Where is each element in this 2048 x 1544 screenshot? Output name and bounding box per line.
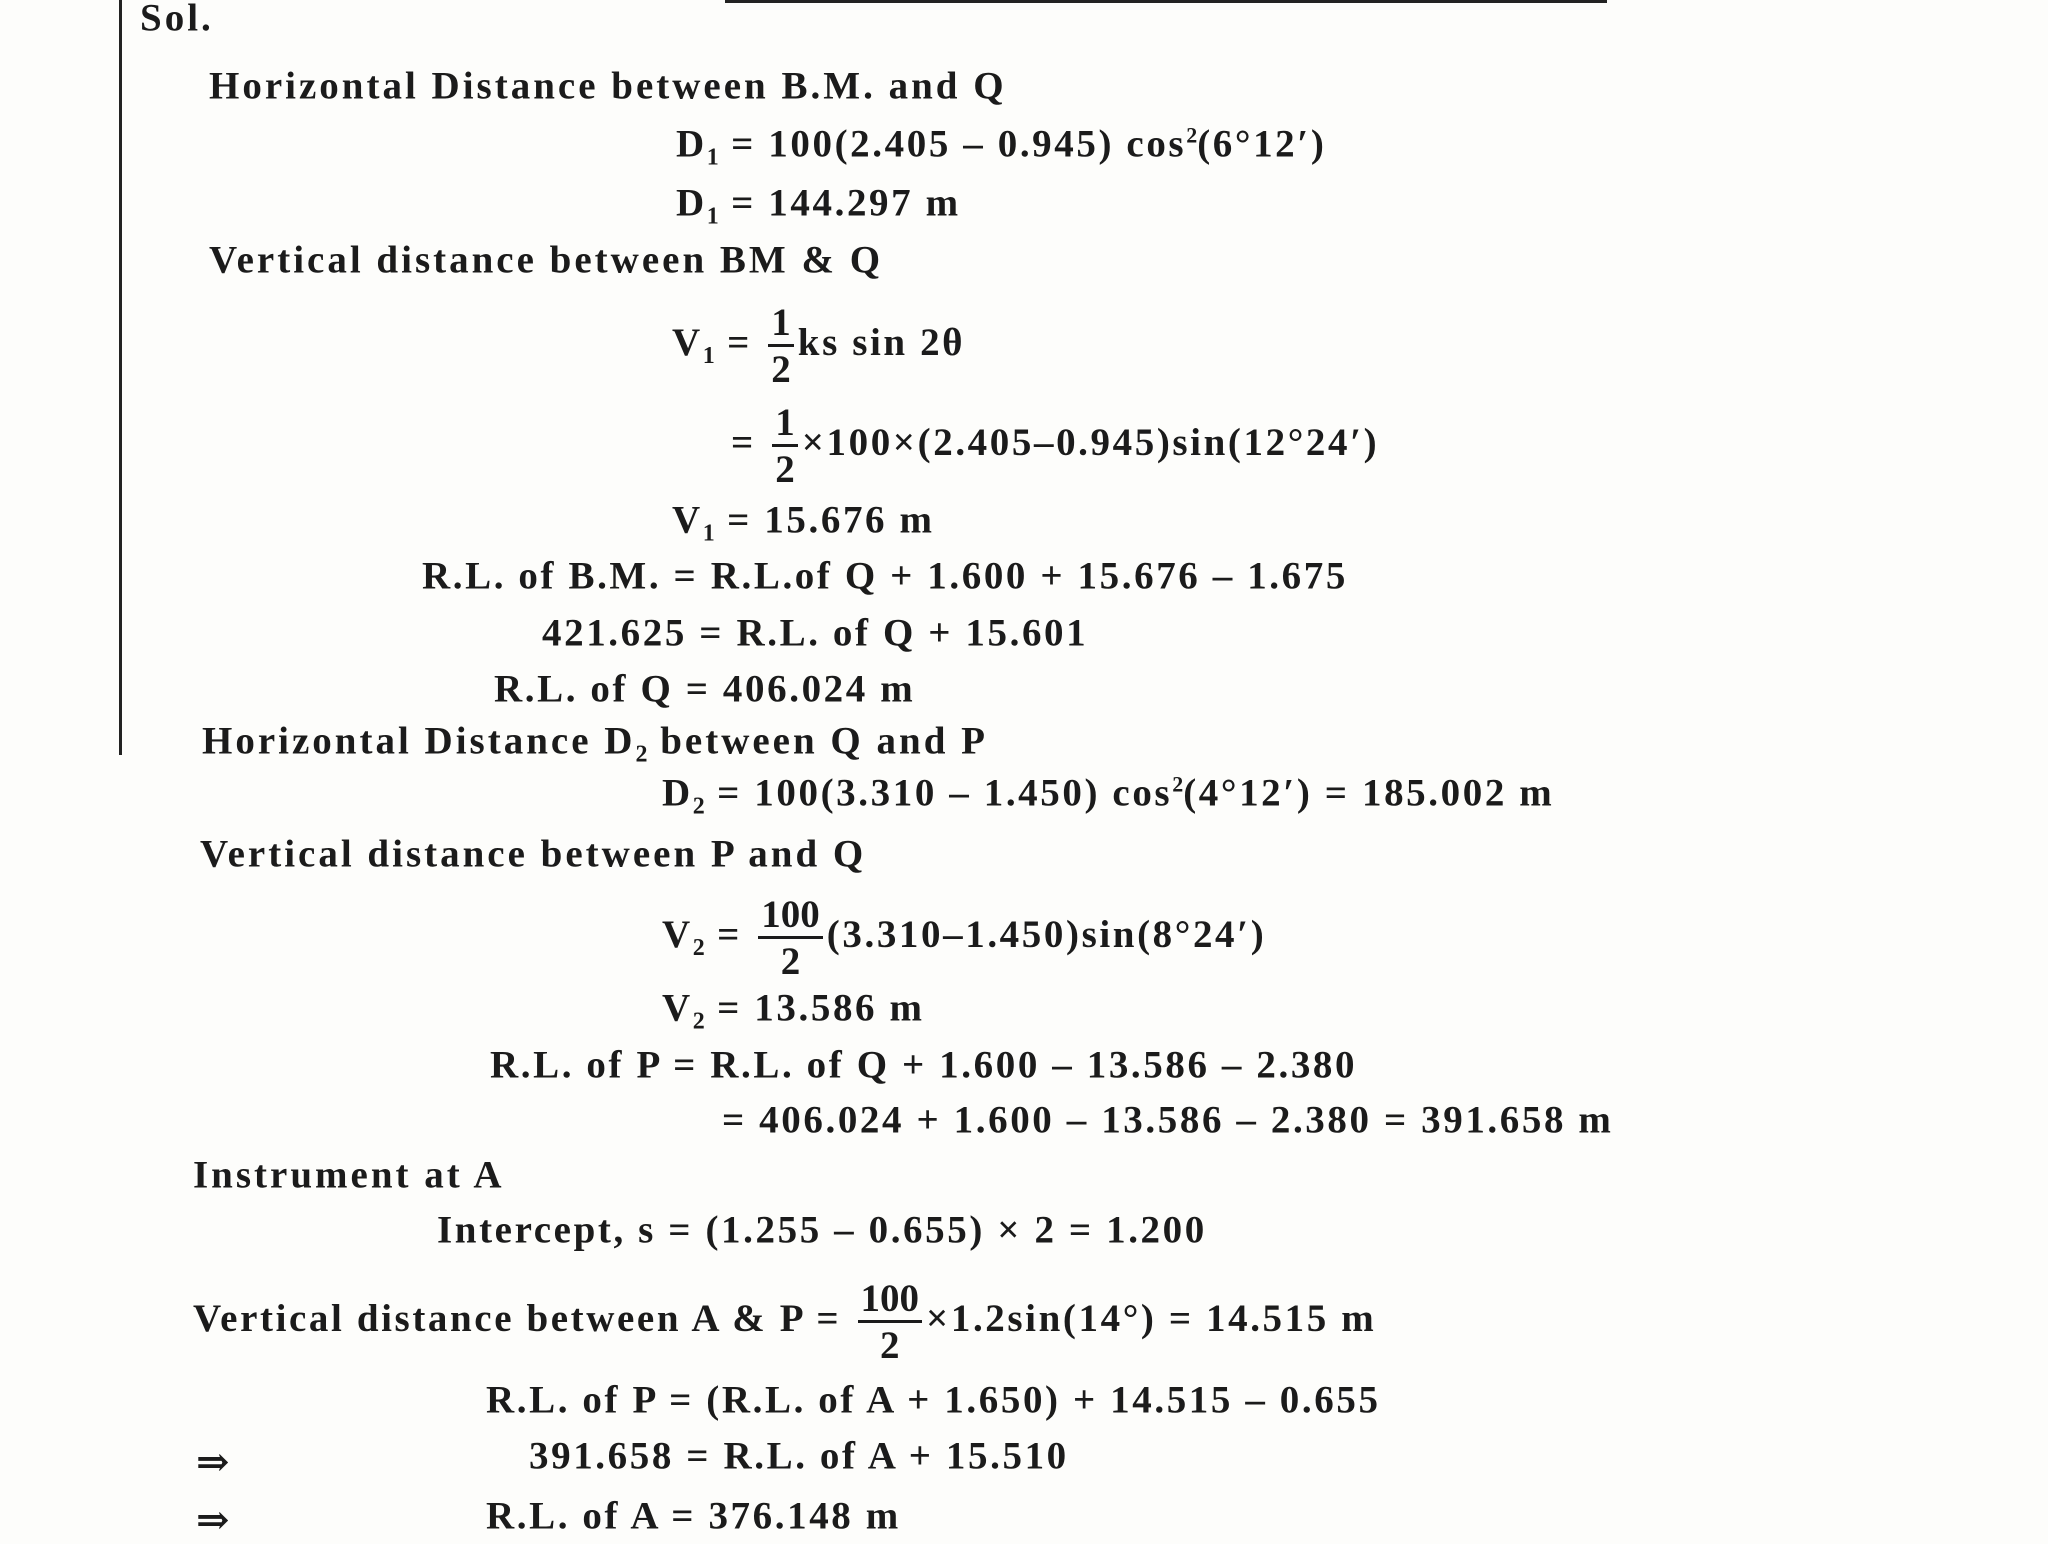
subscript: 1	[706, 203, 719, 230]
expr: ×1.2sin(14°) = 14.515 m	[926, 1296, 1377, 1340]
equation-v2-formula	[662, 895, 1266, 981]
subscript: 2	[692, 793, 705, 820]
denominator: 2	[780, 940, 801, 983]
equation-rl-p: R.L. of P = R.L. of Q + 1.600 – 13.586 – 2.380	[490, 1043, 1358, 1087]
denominator: 2	[880, 1324, 900, 1367]
fraction	[768, 303, 794, 389]
equals: =	[704, 912, 755, 956]
equation-d1-formula	[676, 122, 1327, 171]
subscript: 1	[702, 520, 715, 547]
equation-rl-a-result: R.L. of A = 376.148 m	[486, 1494, 901, 1538]
numerator: 1	[768, 303, 794, 347]
equation-rl-bm: R.L. of B.M. = R.L.of Q + 1.600 + 15.676 – 1.675	[422, 554, 1348, 598]
expr: = 100(2.405 – 0.945) cos	[718, 122, 1187, 166]
subscript: 1	[706, 144, 719, 171]
implies-arrow-icon: ⇒	[196, 1439, 230, 1485]
heading-instrument-at-a: Instrument at A	[193, 1153, 505, 1197]
equation-rl-a-step: 391.658 = R.L. of A + 15.510	[529, 1434, 1069, 1478]
denominator: 2	[771, 348, 791, 391]
var: V	[662, 912, 693, 956]
expr: = 13.586 m	[704, 986, 925, 1030]
subscript: 2	[635, 741, 648, 768]
subscript: 2	[692, 1008, 705, 1035]
equation-v1-formula	[672, 303, 965, 389]
expr: = 100(3.310 – 1.450) cos	[704, 771, 1173, 815]
equation-v2-result	[662, 986, 925, 1035]
solution-label: Sol.	[140, 0, 214, 40]
equation-vertical-a-p	[193, 1279, 1376, 1365]
heading-horizontal-q-p	[202, 719, 988, 768]
expr: (3.310–1.450)sin(8°24′)	[826, 912, 1267, 956]
fraction	[758, 895, 823, 981]
numerator: 1	[772, 403, 798, 447]
equation-rl-p-result: = 406.024 + 1.600 – 13.586 – 2.380 = 391.658 m	[722, 1098, 1614, 1142]
fraction	[858, 1279, 923, 1365]
implies-arrow-icon: ⇒	[196, 1497, 230, 1543]
equals: =	[731, 420, 769, 464]
equation-d2	[662, 771, 1555, 820]
equals: =	[714, 320, 765, 364]
expr: (6°12′)	[1197, 122, 1327, 166]
heading-vertical-p-q: Vertical distance between P and Q	[200, 832, 867, 876]
subscript: 1	[702, 342, 715, 369]
var: V	[672, 498, 703, 542]
text: between Q and P	[647, 719, 988, 763]
var: V	[672, 320, 703, 364]
superscript: 2	[1172, 771, 1184, 797]
expr: ks sin 2θ	[797, 320, 966, 364]
expr: ×100×(2.405–0.945)sin(12°24′)	[801, 420, 1380, 464]
heading-vertical-bm-q: Vertical distance between BM & Q	[209, 238, 884, 282]
heading-horizontal-bm-q: Horizontal Distance between B.M. and Q	[209, 64, 1007, 108]
var: D	[676, 122, 707, 166]
var: D	[676, 181, 707, 225]
equation-rl-q-result: R.L. of Q = 406.024 m	[494, 667, 916, 711]
text: Vertical distance between A & P =	[193, 1296, 854, 1340]
equation-intercept: Intercept, s = (1.255 – 0.655) × 2 = 1.200	[437, 1208, 1207, 1252]
expr: = 144.297 m	[718, 181, 961, 225]
equation-rl-p-via-a: R.L. of P = (R.L. of A + 1.650) + 14.515 – 0.655	[486, 1378, 1381, 1422]
var: V	[662, 986, 693, 1030]
equation-v1-result	[672, 498, 935, 547]
page-border-left	[119, 0, 122, 755]
var: D	[662, 771, 693, 815]
equation-d1-result	[676, 181, 961, 230]
equation-rl-bm-value: 421.625 = R.L. of Q + 15.601	[542, 611, 1089, 655]
fraction	[772, 403, 798, 489]
page-border-top	[725, 0, 1607, 3]
equation-v1-substitution	[731, 403, 1379, 489]
numerator: 100	[858, 1279, 923, 1323]
subscript: 2	[692, 934, 705, 961]
expr: (4°12′) = 185.002 m	[1183, 771, 1555, 815]
superscript: 2	[1186, 122, 1198, 148]
text: Horizontal Distance D	[202, 719, 636, 763]
expr: = 15.676 m	[714, 498, 935, 542]
numerator: 100	[758, 895, 823, 939]
denominator: 2	[775, 448, 795, 491]
